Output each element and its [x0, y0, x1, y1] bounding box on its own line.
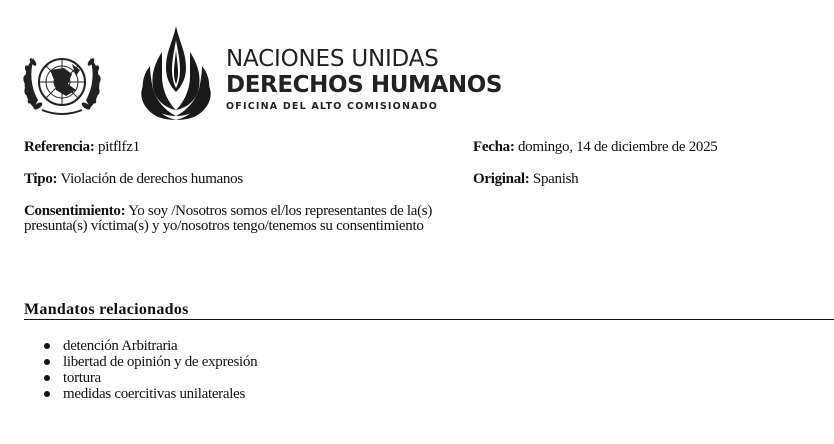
org-name-line2: DERECHOS HUMANOS	[226, 72, 503, 98]
bullet-icon	[44, 343, 50, 349]
fecha-field	[473, 140, 718, 155]
mandates-list	[44, 338, 257, 402]
tipo-value: Violación de derechos humanos	[60, 171, 243, 187]
un-emblem-icon	[20, 44, 104, 120]
referencia-field	[24, 140, 140, 155]
mandate-label: tortura	[63, 370, 101, 386]
tipo-label: Tipo:	[24, 171, 58, 187]
bullet-icon	[44, 359, 50, 365]
ohchr-flame-icon	[136, 22, 216, 120]
org-name	[226, 46, 502, 114]
mandate-label: libertad de opinión y de expresión	[63, 354, 258, 370]
tipo-field	[24, 172, 243, 187]
original-field	[473, 172, 578, 187]
mandate-label: detención Arbitraria	[63, 338, 178, 354]
list-item	[44, 386, 257, 402]
original-value: Spanish	[532, 171, 579, 187]
original-label: Original:	[473, 171, 530, 187]
mandate-label: medidas coercitivas unilaterales	[63, 386, 245, 402]
bullet-icon	[44, 391, 50, 397]
list-item	[44, 370, 257, 386]
mandates-section-title: Mandatos relacionados	[24, 301, 834, 320]
org-name-line3: OFICINA DEL ALTO COMISIONADO	[226, 101, 439, 112]
bullet-icon	[44, 375, 50, 381]
consentimiento-label: Consentimiento:	[24, 203, 126, 219]
referencia-value: pitflfz1	[98, 139, 140, 155]
consentimiento-value: Yo soy /Nosotros somos el/los representantes de la(s) presunta(s) víctima(s) y yo/nosotros tengo/tenemos su consentimiento	[24, 203, 433, 234]
consentimiento-field	[24, 204, 444, 234]
fecha-label: Fecha:	[473, 139, 515, 155]
fecha-value: domingo, 14 de diciembre de 2025	[517, 139, 718, 155]
referencia-label: Referencia:	[24, 139, 95, 155]
list-item	[44, 338, 257, 354]
org-name-line1: NACIONES UNIDAS	[226, 46, 439, 72]
list-item	[44, 354, 257, 370]
